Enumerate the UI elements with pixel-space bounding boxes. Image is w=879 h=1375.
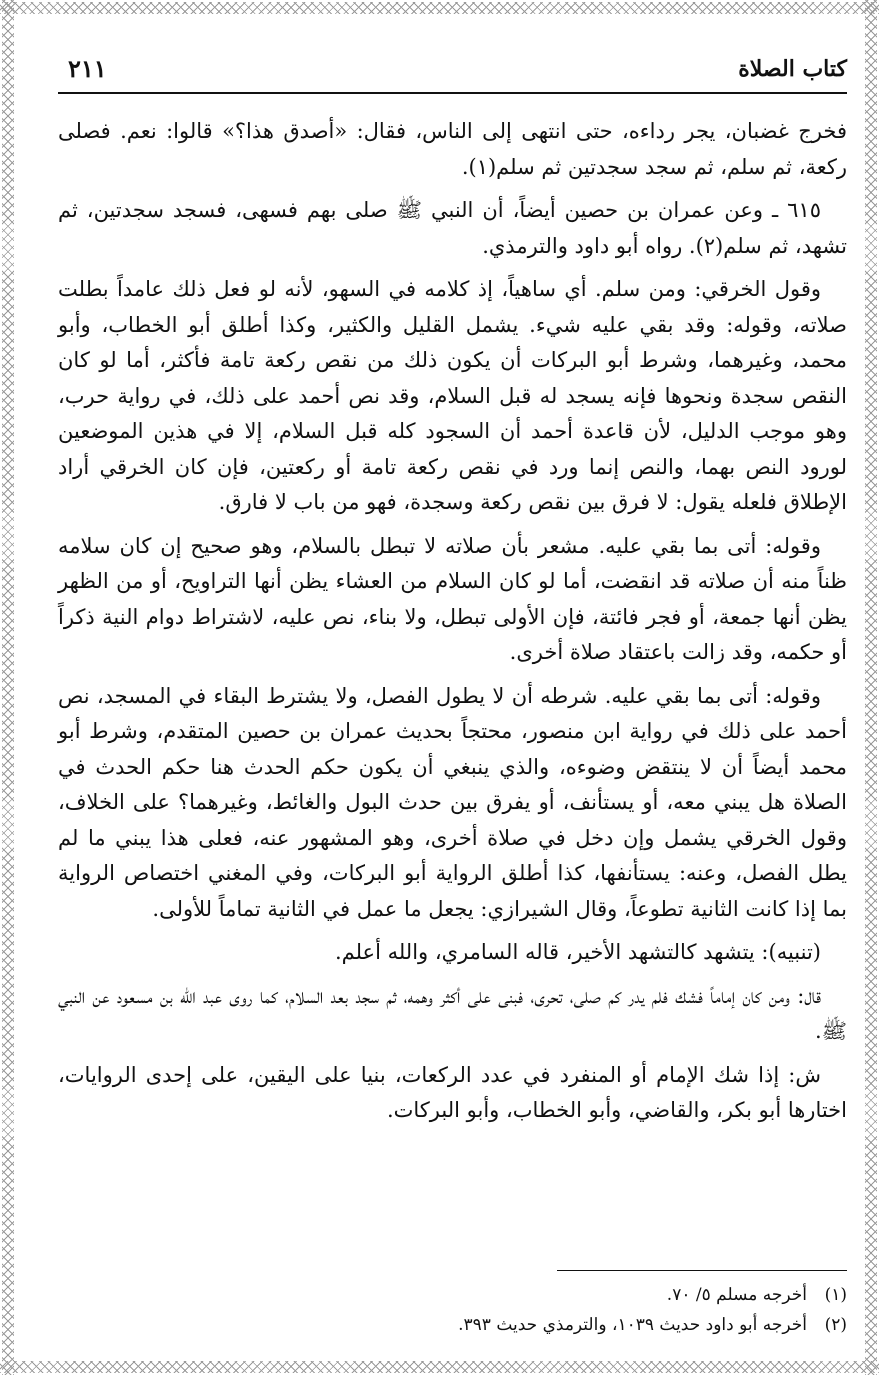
footnotes xyxy=(58,1280,847,1340)
chapter-title: كتاب الصلاة xyxy=(738,56,847,82)
footnote-mark: (١) xyxy=(824,1285,847,1305)
paragraph: فخرج غضبان، يجر رداءه، حتى انتهى إلى الناس، فقال: «أصدق هذا؟» قالوا: نعم. فصلى ركعة، ثم سلم، ثم سجد سجدتين ثم سلم(١). xyxy=(58,119,847,179)
footnote-text: أخرجه أبو داود حديث ١٠٣٩، والترمذي حديث ٣٩٣. xyxy=(458,1315,807,1335)
footnote-divider xyxy=(557,1270,847,1271)
paragraph: وقوله: أتى بما بقي عليه. شرطه أن لا يطول الفصل، ولا يشترط البقاء في المسجد، نص أحمد على ذلك في رواية ابن منصور، محتجاً بحديث عمران بن حصين المتقدم، وشرط أبو محمد أيضاً أن لا ينتقض وضوءه، والذي ينبغي أن يكون حكم الحدث هنا حكم الحدث في الصلاة هل يبني معه، أو يستأنف، أو يفرق بين حدث البول والغائط، وغيرهما؟ على الخلاف، وقول الخرقي يشمل وإن دخل في صلاة أخرى، وهو المشهور عنه، فعلى هذا يبني ما لم يطل الفصل، وعنه: يستأنفها، كذا أطلق الرواية أبو البركات، وفي المغني اختصاص الرواية بما إذا كانت الثانية تطوعاً، وقال الشيرازي: يجعل ما عمل في الثانية تماماً للأولى. xyxy=(58,683,847,921)
ornamental-border-left xyxy=(2,0,14,1375)
paragraph: وقول الخرقي: ومن سلم. أي ساهياً، إذ كلامه في السهو، لأنه لو فعل ذلك عامداً بطلت صلاته، وقوله: وقد بقي عليه شيء. يشمل القليل والكثير، وكذا أطلق أبو الخطاب، وأبو محمد، وغيرهما، وشرط أبو البركات أن يكون ذلك من نقص ركعة تامة فأكثر، أما لو كان النقص سجدة ونحوها فإنه يسجد له قبل السلام، وقد نص أحمد على ذلك، في رواية حرب، وهو موجب الدليل، لأن قاعدة أحمد أن السجود كله قبل السلام، إلا في هذين الموضعين لورود النص بهما، والنص إنما ورد في نقص ركعة تامة أو ركعتين، فإن كان الخرقي أراد الإطلاق فلعله يقول: لا فرق بين نقص ركعة وسجدة، فهو من باب لا فارق. xyxy=(58,277,848,514)
ornamental-border-right xyxy=(865,0,877,1375)
page-number: ٢١١ xyxy=(68,54,107,83)
ornamental-border-top xyxy=(0,2,879,14)
footnote xyxy=(58,1310,847,1340)
paragraph: (تنبيه): يتشهد كالتشهد الأخير، قاله السامري، والله أعلم. xyxy=(334,940,821,964)
paragraph: ٦١٥ ـ وعن عمران بن حصين أيضاً، أن النبي ﷺ صلى بهم فسهى، فسجد سجدتين، ثم تشهد، ثم سلم(٢). رواه أبو داود والترمذي. xyxy=(58,198,847,258)
ornamental-border-bottom xyxy=(0,1361,879,1373)
footnote-text: أخرجه مسلم ٥/ ٧٠. xyxy=(666,1285,807,1305)
page-body xyxy=(58,114,847,1137)
paragraph: قال: ومن كان إماماً فشك فلم يدر كم صلى، تحرى، فبنى على أكثر وهمه، ثم سجد بعد السلام، كما روى عبد الله بن مسعود عن النبي ﷺ. xyxy=(58,983,847,1043)
footnote-mark: (٢) xyxy=(824,1315,847,1335)
footnote xyxy=(58,1280,847,1310)
paragraph: وقوله: أتى بما بقي عليه. مشعر بأن صلاته لا تبطل بالسلام، وهو صحيح إن كان سلامه ظناً منه أن صلاته قد انقضت، أما لو كان السلام من العشاء يظن أنها التراويح، أو من الظهر يظن أنها جمعة، أو فجر فائتة، فإن الأولى تبطل، ولا بناء، نص عليه، لاشتراط دوام النية ذكراً أو حكمه، وقد زالت باعتقاد صلاة أخرى. xyxy=(58,533,847,664)
paragraph: ش: إذا شك الإمام أو المنفرد في عدد الركعات، بنيا على اليقين، على إحدى الروايات، اختارها أبو بكر، والقاضي، وأبو الخطاب، وأبو البركات. xyxy=(58,1062,847,1122)
page-header xyxy=(58,52,847,94)
